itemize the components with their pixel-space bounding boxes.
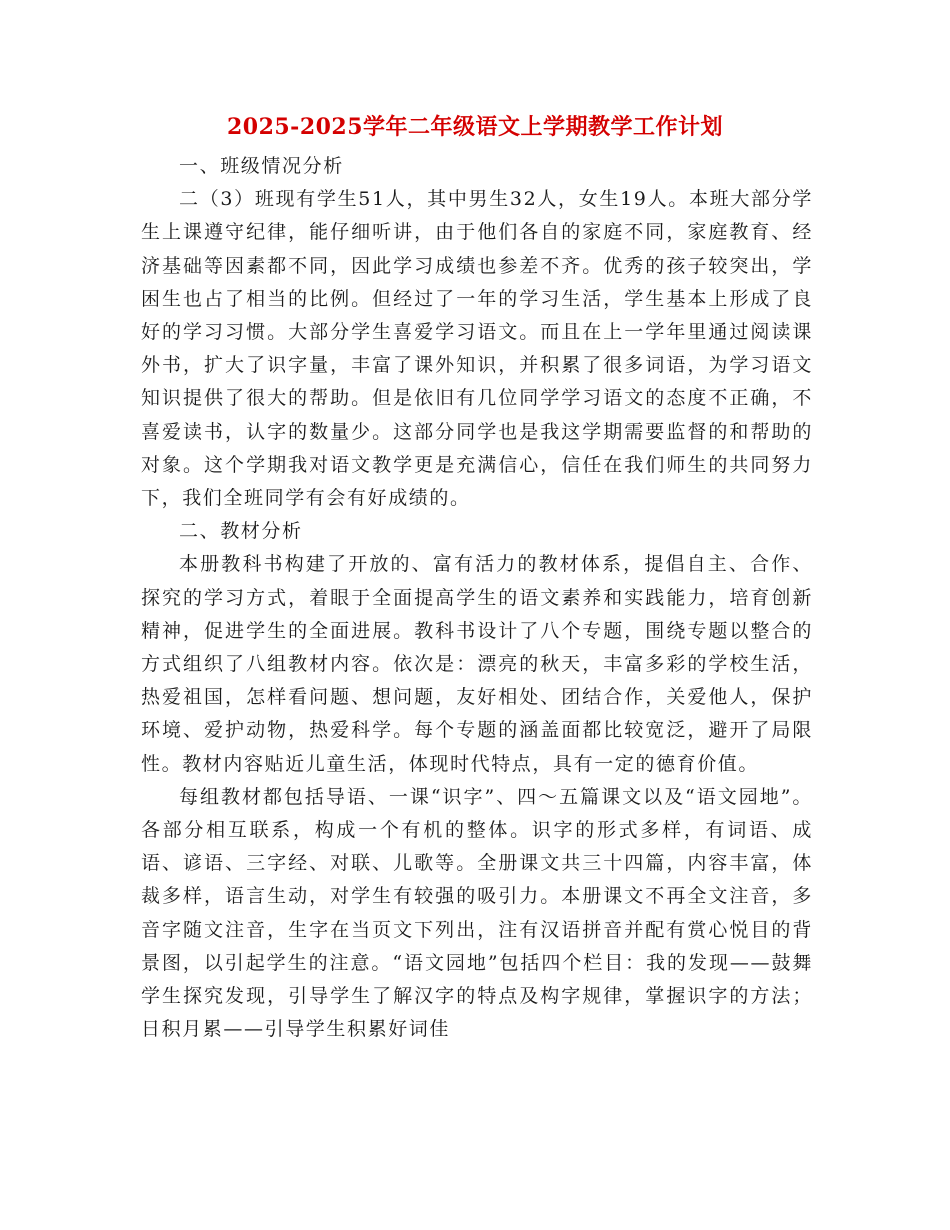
paragraph-textbook-structure: 每组教材都包括导语、一课“识字”、四～五篇课文以及“语文园地”。各部分相互联系，构成一个有机的整体。识字的形式多样，有词语、成语、谚语、三字经、对联、儿歌等。全册课文共三十四篇，内容丰富，体裁多样，语言生动，对学生有较强的吸引力。本册课文不再全文注音，多音字随文注音，生字在当页文下列出，注有汉语拼音并配有赏心悦目的背景图，以引起学生的注意。“语文园地”包括四个栏目：我的发现——鼓舞学生探究发现，引导学生了解汉字的特点及构字规律，掌握识字的方法；日积月累——引导学生积累好词佳 <box>141 785 813 1041</box>
paragraph-textbook-overview: 本册教科书构建了开放的、富有活力的教材体系，提倡自主、合作、探究的学习方式，着眼于全面提高学生的语文素养和实践能力，培育创新精神，促进学生的全面进展。教科书设计了八个专题，围绕专题以整合的方式组织了八组教材内容。依次是：漂亮的秋天，丰富多彩的学校生活，热爱祖国，怎样看问题、想问题，友好相处、团结合作，关爱他人，保护环境、爱护动物，热爱科学。每个专题的涵盖面都比较宽泛，避开了局限性。教材内容贴近儿童生活，体现时代特点，具有一定的德育价值。 <box>141 553 813 775</box>
paragraph-class-analysis: 二（3）班现有学生51人，其中男生32人，女生19人。本班大部分学生上课遵守纪律，能仔细听讲，由于他们各自的家庭不同，家庭教育、经济基础等因素都不同，因此学习成绩也参差不齐。优秀的孩子较突出，学困生也占了相当的比例。但经过了一年的学习生活，学生基本上形成了良好的学习习惯。大部分学生喜爱学习语文。而且在上一学年里通过阅读课外书，扩大了识字量，丰富了课外知识，并积累了很多词语，为学习语文知识提供了很大的帮助。但是依旧有几位同学学习语文的态度不正确，不喜爱读书，认字的数量少。这部分同学也是我这学期需要监督的和帮助的对象。这个学期我对语文教学更是充满信心，信任在我们师生的共同努力下，我们全班同学有会有好成绩的。 <box>141 188 813 510</box>
document-title: 2025-2025学年二年级语文上学期教学工作计划 <box>226 114 724 140</box>
document-body <box>141 150 813 1046</box>
section-heading-class-analysis: 一、班级情况分析 <box>179 155 344 177</box>
section-heading-textbook-analysis: 二、教材分析 <box>179 520 303 543</box>
